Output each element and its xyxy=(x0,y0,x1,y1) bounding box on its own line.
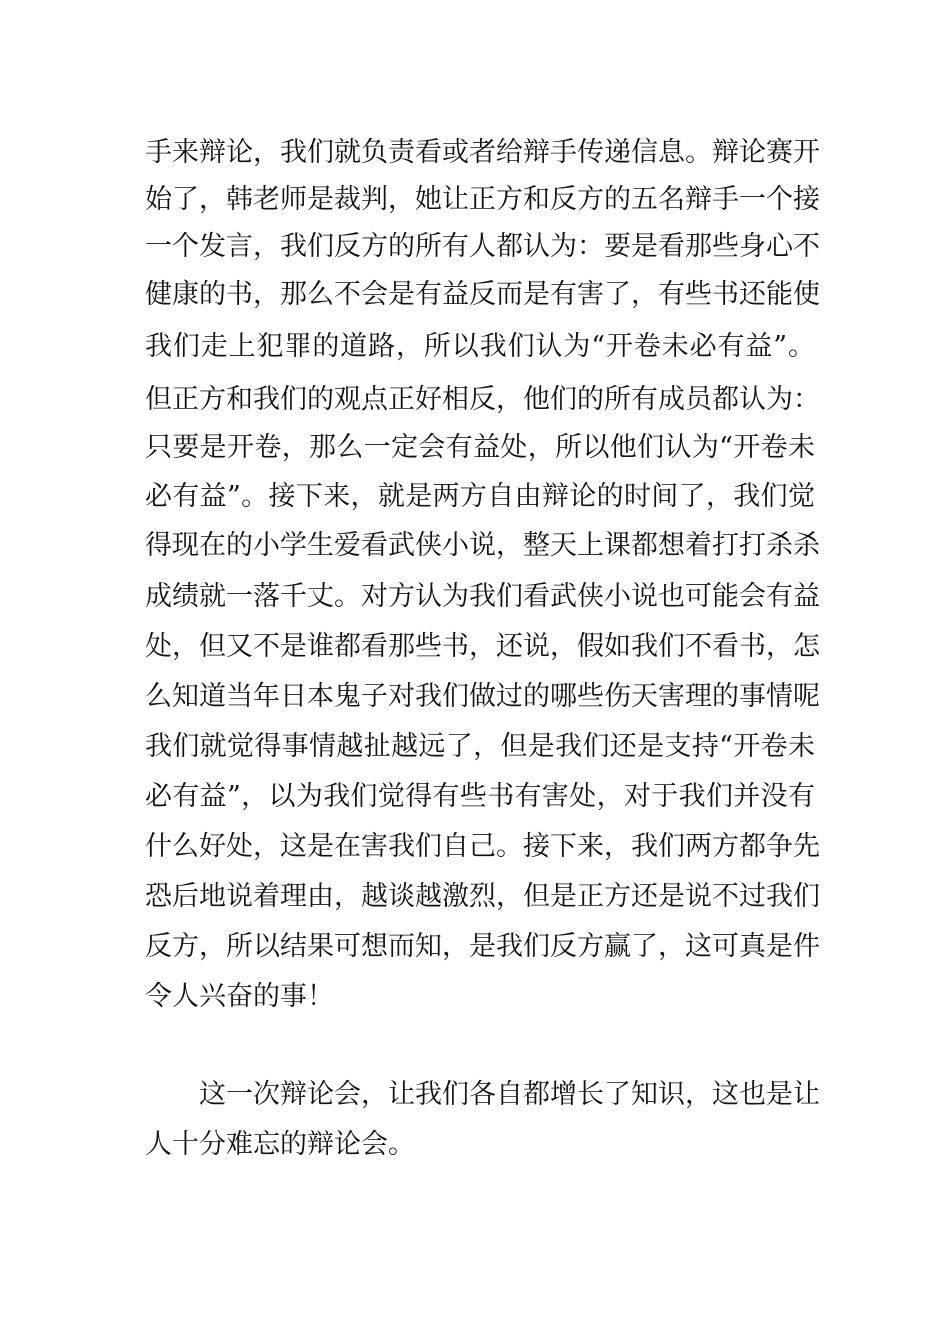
text-line: 成绩就一落千丈。对方认为我们看武侠小说也可能会有益 xyxy=(145,581,820,612)
text-line: 我们就觉得事情越扯越远了，但是我们还是支持“开卷未 xyxy=(145,731,815,762)
text-line: 只要是开卷，那么一定会有益处，所以他们认为“开卷未 xyxy=(145,432,815,463)
text-line: 人十分难忘的辩论会。 xyxy=(145,1129,415,1160)
text-line: 什么好处，这是在害我们自己。接下来，我们两方都争先 xyxy=(145,831,820,862)
text-line: 但正方和我们的观点正好相反，他们的所有成员都认为： xyxy=(145,384,820,415)
text-line: 健康的书，那么不会是有益反而是有害了，有些书还能使 xyxy=(145,279,820,310)
text-line: 处，但又不是谁都看那些书，还说，假如我们不看书，怎 xyxy=(145,631,820,662)
text-line: 这一次辩论会，让我们各自都增长了知识，这也是让 xyxy=(199,1079,820,1110)
text-line: 得现在的小学生爱看武侠小说，整天上课都想着打打杀杀 xyxy=(145,530,820,561)
text-line: 我们走上犯罪的道路，所以我们认为“开卷未必有益”。 xyxy=(145,331,815,362)
text-line: 始了，韩老师是裁判，她让正方和反方的五名辩手一个接 xyxy=(145,184,820,215)
text-line: 必有益”。接下来，就是两方自由辩论的时间了，我们觉 xyxy=(145,481,815,512)
text-line: 一个发言，我们反方的所有人都认为：要是看那些身心不 xyxy=(145,231,820,262)
text-line: 么知道当年日本鬼子对我们做过的哪些伤天害理的事情呢 xyxy=(145,681,820,712)
text-line: 必有益”，以为我们觉得有些书有害处，对于我们并没有 xyxy=(145,781,815,812)
text-line: 令人兴奋的事！ xyxy=(145,981,334,1012)
text-line: 恐后地说着理由，越谈越激烈，但是正方还是说不过我们 xyxy=(145,881,820,912)
text-line: 反方，所以结果可想而知，是我们反方赢了，这可真是件 xyxy=(145,931,820,962)
text-line: 手来辩论，我们就负责看或者给辩手传递信息。辩论赛开 xyxy=(145,137,820,168)
